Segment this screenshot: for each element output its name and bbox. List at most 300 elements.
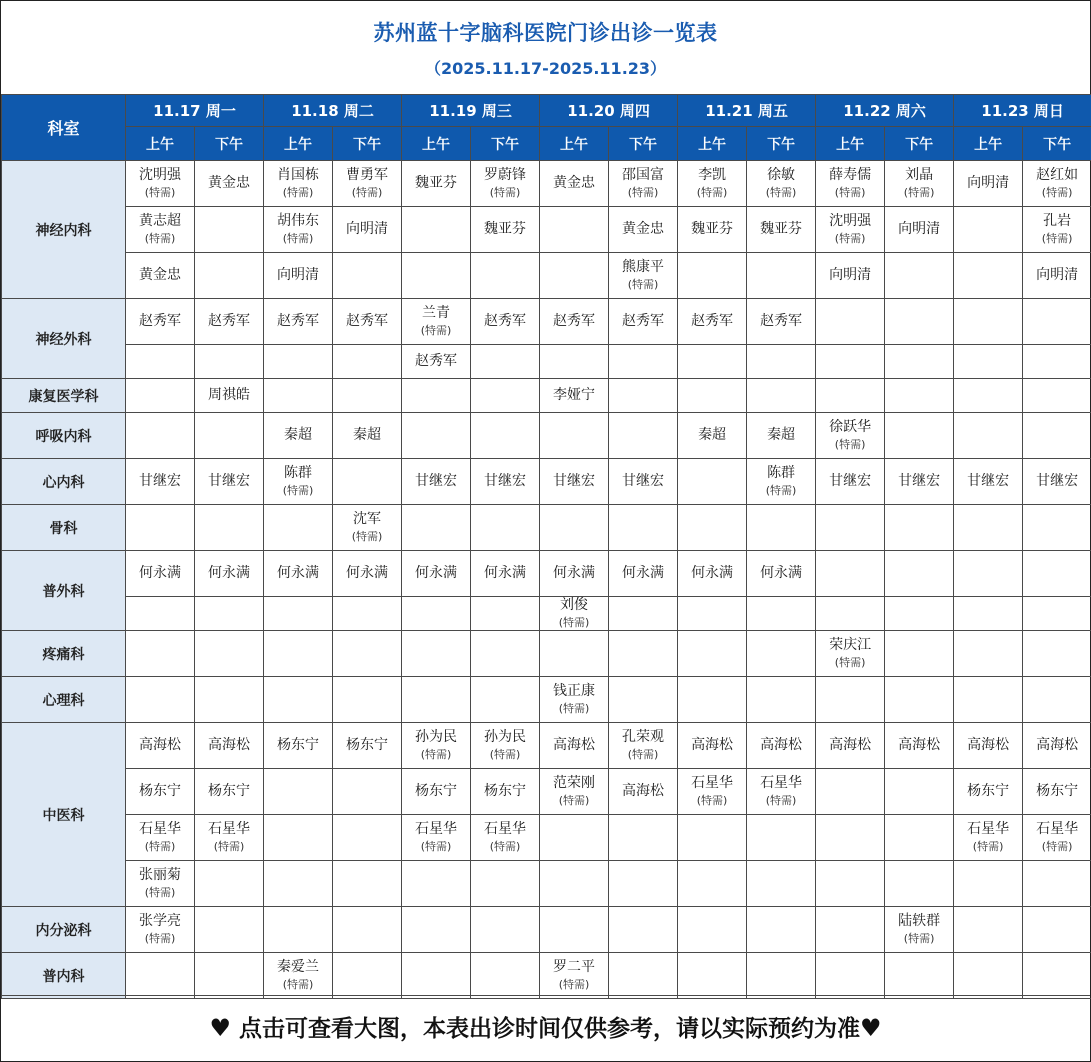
- doctor-name: 高海松: [622, 782, 665, 799]
- doctor-name: 薛寿儒: [829, 167, 872, 184]
- doctor-name: 高海松: [208, 736, 250, 753]
- schedule-cell: [954, 413, 1023, 459]
- schedule-cell: [471, 413, 540, 459]
- doctor-name: 杨东宁: [277, 736, 320, 753]
- schedule-cell: [333, 161, 402, 207]
- special-tag: (特需): [489, 747, 521, 761]
- schedule-cell: [954, 459, 1023, 505]
- doctor-name: 高海松: [691, 736, 734, 753]
- doctor-name: 高海松: [760, 736, 803, 753]
- sheet-header: [1, 1, 1090, 94]
- doctor-name: 荣庆江: [829, 637, 872, 654]
- special-tag: (特需): [834, 437, 866, 451]
- schedule-cell: [126, 815, 195, 861]
- pm-header: 下午: [885, 127, 954, 161]
- schedule-cell: [747, 677, 816, 723]
- schedule-cell: [195, 597, 264, 631]
- schedule-cell: [1023, 299, 1091, 345]
- doctor-name: 甘继宏: [484, 472, 527, 489]
- schedule-cell: [678, 299, 747, 345]
- doctor-name: 甘继宏: [967, 472, 1010, 489]
- schedule-cell: [264, 299, 333, 345]
- schedule-cell: [678, 677, 747, 723]
- table-row: [2, 677, 1091, 723]
- schedule-cell: [678, 207, 747, 253]
- heart-icon-right: ♥: [860, 1014, 882, 1042]
- schedule-cell: [816, 505, 885, 551]
- schedule-cell: [816, 769, 885, 815]
- schedule-cell: [540, 723, 609, 769]
- schedule-cell: [126, 597, 195, 631]
- schedule-cell: [540, 345, 609, 379]
- doctor-name: 向明清: [898, 220, 941, 237]
- schedule-cell: [816, 597, 885, 631]
- schedule-cell: [264, 379, 333, 413]
- schedule-cell: [402, 723, 471, 769]
- schedule-cell: [264, 631, 333, 677]
- special-tag: (特需): [696, 793, 728, 807]
- schedule-cell: [747, 345, 816, 379]
- doctor-name: 何永满: [760, 564, 803, 581]
- schedule-cell: [678, 597, 747, 631]
- pm-header: 下午: [1023, 127, 1091, 161]
- schedule-cell: [333, 597, 402, 631]
- schedule-cell: [954, 723, 1023, 769]
- day-header-row: [2, 95, 1091, 127]
- doctor-name: 钱正康: [553, 683, 596, 700]
- schedule-cell: [1023, 379, 1091, 413]
- special-tag: (特需): [489, 185, 521, 199]
- schedule-cell: [195, 207, 264, 253]
- special-tag: (特需): [903, 185, 935, 199]
- doctor-name: 杨东宁: [139, 782, 181, 799]
- doctor-name: 黄金忠: [139, 266, 181, 283]
- schedule-cell: [402, 907, 471, 953]
- schedule-table: [1, 94, 1091, 999]
- schedule-cell: [816, 723, 885, 769]
- special-tag: (特需): [627, 747, 659, 761]
- footer-notice[interactable]: [1, 995, 1090, 1062]
- doctor-name: 刘俊: [560, 597, 589, 614]
- schedule-cell: [195, 677, 264, 723]
- doctor-name: 赵秀军: [208, 312, 250, 329]
- special-tag: (特需): [558, 793, 590, 807]
- special-tag: (特需): [282, 977, 314, 991]
- date-range-subtitle: （2025.11.17-2025.11.23）: [424, 59, 667, 78]
- doctor-name: 石星华: [967, 821, 1010, 838]
- doctor-name: 向明清: [1036, 266, 1079, 283]
- doctor-name: 赵红如: [1036, 167, 1079, 184]
- schedule-cell: [126, 345, 195, 379]
- schedule-cell: [678, 551, 747, 597]
- special-tag: (特需): [144, 185, 176, 199]
- am-header: 上午: [402, 127, 471, 161]
- doctor-name: 甘继宏: [1036, 472, 1079, 489]
- schedule-cell: [1023, 161, 1091, 207]
- schedule-cell: [540, 953, 609, 999]
- schedule-cell: [471, 459, 540, 505]
- schedule-cell: [126, 953, 195, 999]
- schedule-cell: [609, 413, 678, 459]
- table-row: [2, 597, 1091, 631]
- schedule-cell: [402, 459, 471, 505]
- schedule-cell: [609, 907, 678, 953]
- schedule-cell: [402, 253, 471, 299]
- schedule-cell: [540, 253, 609, 299]
- doctor-name: 黄金忠: [208, 174, 250, 191]
- schedule-cell: [885, 815, 954, 861]
- doctor-name: 甘继宏: [208, 472, 250, 489]
- schedule-cell: [126, 253, 195, 299]
- schedule-cell: [1023, 907, 1091, 953]
- schedule-cell: [540, 815, 609, 861]
- doctor-name: 沈军: [353, 511, 382, 528]
- schedule-cell: [264, 459, 333, 505]
- doctor-name: 黄金忠: [553, 174, 596, 191]
- schedule-cell: [747, 815, 816, 861]
- schedule-cell: [609, 459, 678, 505]
- doctor-name: 李凯: [698, 167, 727, 184]
- doctor-name: 石星华: [415, 821, 458, 838]
- schedule-cell: [540, 505, 609, 551]
- table-row: [2, 861, 1091, 907]
- schedule-cell: [195, 161, 264, 207]
- doctor-name: 沈明强: [829, 213, 872, 230]
- schedule-cell: [885, 769, 954, 815]
- doctor-name: 赵秀军: [622, 312, 665, 329]
- schedule-cell: [954, 253, 1023, 299]
- schedule-cell: [954, 677, 1023, 723]
- special-tag: (特需): [765, 483, 797, 497]
- schedule-cell: [678, 815, 747, 861]
- doctor-name: 杨东宁: [967, 782, 1010, 799]
- schedule-cell: [471, 723, 540, 769]
- schedule-cell: [333, 299, 402, 345]
- schedule-cell: [678, 953, 747, 999]
- schedule-cell: [816, 345, 885, 379]
- doctor-name: 何永满: [484, 564, 527, 581]
- schedule-cell: [954, 597, 1023, 631]
- schedule-cell: [333, 505, 402, 551]
- doctor-name: 秦超: [284, 426, 313, 443]
- schedule-cell: [747, 861, 816, 907]
- schedule-cell: [126, 299, 195, 345]
- doctor-name: 何永满: [622, 564, 665, 581]
- schedule-cell: [471, 505, 540, 551]
- special-tag: (特需): [282, 483, 314, 497]
- special-tag: (特需): [1041, 185, 1073, 199]
- schedule-cell: [1023, 677, 1091, 723]
- schedule-cell: [402, 505, 471, 551]
- schedule-cell: [126, 161, 195, 207]
- schedule-cell: [816, 207, 885, 253]
- schedule-cell: [885, 953, 954, 999]
- table-row: [2, 161, 1091, 207]
- schedule-cell: [954, 861, 1023, 907]
- am-header: 上午: [816, 127, 885, 161]
- doctor-name: 甘继宏: [622, 472, 665, 489]
- special-tag: (特需): [144, 839, 176, 853]
- schedule-cell: [609, 769, 678, 815]
- schedule-cell: [1023, 207, 1091, 253]
- am-header: 上午: [954, 127, 1023, 161]
- schedule-cell: [264, 815, 333, 861]
- doctor-name: 杨东宁: [346, 736, 389, 753]
- schedule-cell: [678, 505, 747, 551]
- schedule-cell: [1023, 769, 1091, 815]
- schedule-cell: [540, 769, 609, 815]
- schedule-cell: [678, 861, 747, 907]
- doctor-name: 高海松: [1036, 736, 1079, 753]
- special-tag: (特需): [144, 231, 176, 245]
- schedule-cell: [678, 459, 747, 505]
- schedule-cell: [264, 161, 333, 207]
- schedule-cell: [540, 299, 609, 345]
- schedule-cell: [402, 677, 471, 723]
- schedule-cell: [1023, 459, 1091, 505]
- dept-name: 心内科: [2, 459, 126, 505]
- doctor-name: 赵秀军: [346, 312, 389, 329]
- doctor-name: 杨东宁: [484, 782, 527, 799]
- doctor-name: 杨东宁: [208, 782, 250, 799]
- doctor-name: 陈群: [767, 465, 796, 482]
- table-row: [2, 723, 1091, 769]
- schedule-cell: [540, 207, 609, 253]
- schedule-cell: [126, 207, 195, 253]
- schedule-cell: [885, 861, 954, 907]
- doctor-name: 石星华: [760, 775, 803, 792]
- doctor-name: 高海松: [829, 736, 872, 753]
- schedule-cell: [678, 161, 747, 207]
- schedule-cell: [609, 597, 678, 631]
- schedule-cell: [471, 379, 540, 413]
- schedule-cell: [747, 631, 816, 677]
- schedule-cell: [540, 161, 609, 207]
- heart-icon-left: ♥: [209, 1014, 231, 1042]
- schedule-cell: [885, 253, 954, 299]
- schedule-cell: [195, 253, 264, 299]
- doctor-name: 秦超: [767, 426, 796, 443]
- schedule-cell: [333, 677, 402, 723]
- schedule-cell: [1023, 815, 1091, 861]
- schedule-cell: [195, 345, 264, 379]
- schedule-cell: [540, 597, 609, 631]
- day-header: 11.20 周四: [540, 95, 678, 127]
- schedule-cell: [747, 551, 816, 597]
- doctor-name: 向明清: [967, 174, 1010, 191]
- special-tag: (特需): [558, 615, 590, 629]
- special-tag: (特需): [558, 977, 590, 991]
- pm-header: 下午: [333, 127, 402, 161]
- pm-header: 下午: [471, 127, 540, 161]
- schedule-cell: [1023, 505, 1091, 551]
- table-row: [2, 907, 1091, 953]
- special-tag: (特需): [282, 185, 314, 199]
- doctor-name: 赵秀军: [691, 312, 734, 329]
- schedule-cell: [747, 253, 816, 299]
- schedule-cell: [747, 379, 816, 413]
- schedule-cell: [540, 459, 609, 505]
- special-tag: (特需): [903, 931, 935, 945]
- doctor-name: 赵秀军: [760, 312, 803, 329]
- schedule-cell: [885, 207, 954, 253]
- schedule-cell: [816, 551, 885, 597]
- doctor-name: 魏亚芬: [691, 220, 734, 237]
- schedule-cell: [540, 861, 609, 907]
- schedule-cell: [402, 345, 471, 379]
- schedule-cell: [885, 379, 954, 413]
- special-tag: (特需): [627, 277, 659, 291]
- doctor-name: 张学亮: [139, 913, 181, 930]
- doctor-name: 石星华: [1036, 821, 1079, 838]
- schedule-cell: [195, 815, 264, 861]
- doctor-name: 罗蔚锋: [484, 167, 527, 184]
- dept-column-header: 科室: [2, 95, 126, 161]
- schedule-cell: [195, 907, 264, 953]
- doctor-name: 黄金忠: [622, 220, 665, 237]
- schedule-cell: [195, 459, 264, 505]
- doctor-name: 李娅宁: [553, 386, 596, 403]
- schedule-cell: [678, 631, 747, 677]
- schedule-cell: [402, 769, 471, 815]
- schedule-cell: [264, 769, 333, 815]
- doctor-name: 赵秀军: [484, 312, 527, 329]
- schedule-cell: [540, 379, 609, 413]
- schedule-cell: [609, 505, 678, 551]
- doctor-name: 徐敏: [767, 167, 796, 184]
- schedule-cell: [816, 253, 885, 299]
- doctor-name: 魏亚芬: [415, 174, 458, 191]
- doctor-name: 甘继宏: [553, 472, 596, 489]
- special-tag: (特需): [420, 747, 452, 761]
- schedule-cell: [264, 723, 333, 769]
- doctor-name: 石星华: [484, 821, 527, 838]
- schedule-cell: [954, 769, 1023, 815]
- doctor-name: 赵秀军: [139, 312, 181, 329]
- doctor-name: 曹勇军: [346, 167, 389, 184]
- schedule-cell: [747, 161, 816, 207]
- schedule-cell: [954, 631, 1023, 677]
- schedule-cell: [402, 597, 471, 631]
- table-row: [2, 459, 1091, 505]
- table-row: [2, 505, 1091, 551]
- schedule-cell: [954, 953, 1023, 999]
- doctor-name: 高海松: [553, 736, 596, 753]
- schedule-cell: [1023, 861, 1091, 907]
- schedule-cell: [816, 413, 885, 459]
- schedule-cell: [609, 723, 678, 769]
- schedule-cell: [471, 551, 540, 597]
- schedule-cell: [678, 769, 747, 815]
- schedule-cell: [540, 677, 609, 723]
- schedule-cell: [402, 299, 471, 345]
- schedule-cell: [1023, 253, 1091, 299]
- special-tag: (特需): [696, 185, 728, 199]
- schedule-cell: [540, 631, 609, 677]
- schedule-cell: [471, 253, 540, 299]
- schedule-cell: [816, 907, 885, 953]
- table-row: [2, 631, 1091, 677]
- schedule-cell: [954, 379, 1023, 413]
- schedule-cell: [471, 597, 540, 631]
- table-row: [2, 253, 1091, 299]
- doctor-name: 黄志超: [139, 213, 181, 230]
- schedule-cell: [1023, 413, 1091, 459]
- special-tag: (特需): [1041, 839, 1073, 853]
- schedule-cell: [885, 413, 954, 459]
- schedule-cell: [195, 551, 264, 597]
- schedule-cell: [885, 505, 954, 551]
- schedule-cell: [747, 459, 816, 505]
- schedule-cell: [333, 631, 402, 677]
- schedule-cell: [126, 677, 195, 723]
- schedule-cell: [747, 207, 816, 253]
- doctor-name: 赵秀军: [415, 352, 458, 369]
- schedule-cell: [747, 299, 816, 345]
- schedule-cell: [747, 907, 816, 953]
- special-tag: (特需): [489, 839, 521, 853]
- schedule-cell: [126, 907, 195, 953]
- schedule-cell: [885, 677, 954, 723]
- doctor-name: 秦爱兰: [277, 959, 320, 976]
- schedule-cell: [333, 815, 402, 861]
- doctor-name: 石星华: [691, 775, 734, 792]
- doctor-name: 何永满: [346, 564, 389, 581]
- schedule-cell: [402, 861, 471, 907]
- schedule-cell: [471, 299, 540, 345]
- doctor-name: 孙为民: [415, 729, 458, 746]
- table-row: [2, 413, 1091, 459]
- doctor-name: 何永满: [277, 564, 320, 581]
- schedule-cell: [885, 907, 954, 953]
- schedule-cell: [126, 413, 195, 459]
- doctor-name: 杨东宁: [415, 782, 458, 799]
- special-tag: (特需): [351, 185, 383, 199]
- schedule-cell: [264, 345, 333, 379]
- schedule-cell: [402, 161, 471, 207]
- doctor-name: 陆轶群: [898, 913, 941, 930]
- schedule-cell: [126, 505, 195, 551]
- schedule-cell: [747, 723, 816, 769]
- schedule-cell: [678, 345, 747, 379]
- dept-name: 普内科: [2, 953, 126, 999]
- doctor-name: 何永满: [139, 564, 181, 581]
- am-header: 上午: [678, 127, 747, 161]
- schedule-cell: [609, 631, 678, 677]
- table-row: [2, 769, 1091, 815]
- doctor-name: 甘继宏: [829, 472, 872, 489]
- schedule-cell: [816, 299, 885, 345]
- schedule-cell: [402, 413, 471, 459]
- doctor-name: 陈群: [284, 465, 313, 482]
- table-row: [2, 207, 1091, 253]
- am-header: 上午: [540, 127, 609, 161]
- schedule-cell: [471, 769, 540, 815]
- schedule-cell: [126, 379, 195, 413]
- schedule-cell: [609, 815, 678, 861]
- doctor-name: 熊康平: [622, 259, 665, 276]
- schedule-cell: [678, 413, 747, 459]
- schedule-cell: [609, 253, 678, 299]
- doctor-name: 杨东宁: [1036, 782, 1079, 799]
- am-header: 上午: [264, 127, 333, 161]
- doctor-name: 魏亚芬: [760, 220, 803, 237]
- schedule-cell: [471, 207, 540, 253]
- schedule-cell: [195, 299, 264, 345]
- schedule-cell: [540, 907, 609, 953]
- schedule-cell: [747, 505, 816, 551]
- schedule-cell: [678, 253, 747, 299]
